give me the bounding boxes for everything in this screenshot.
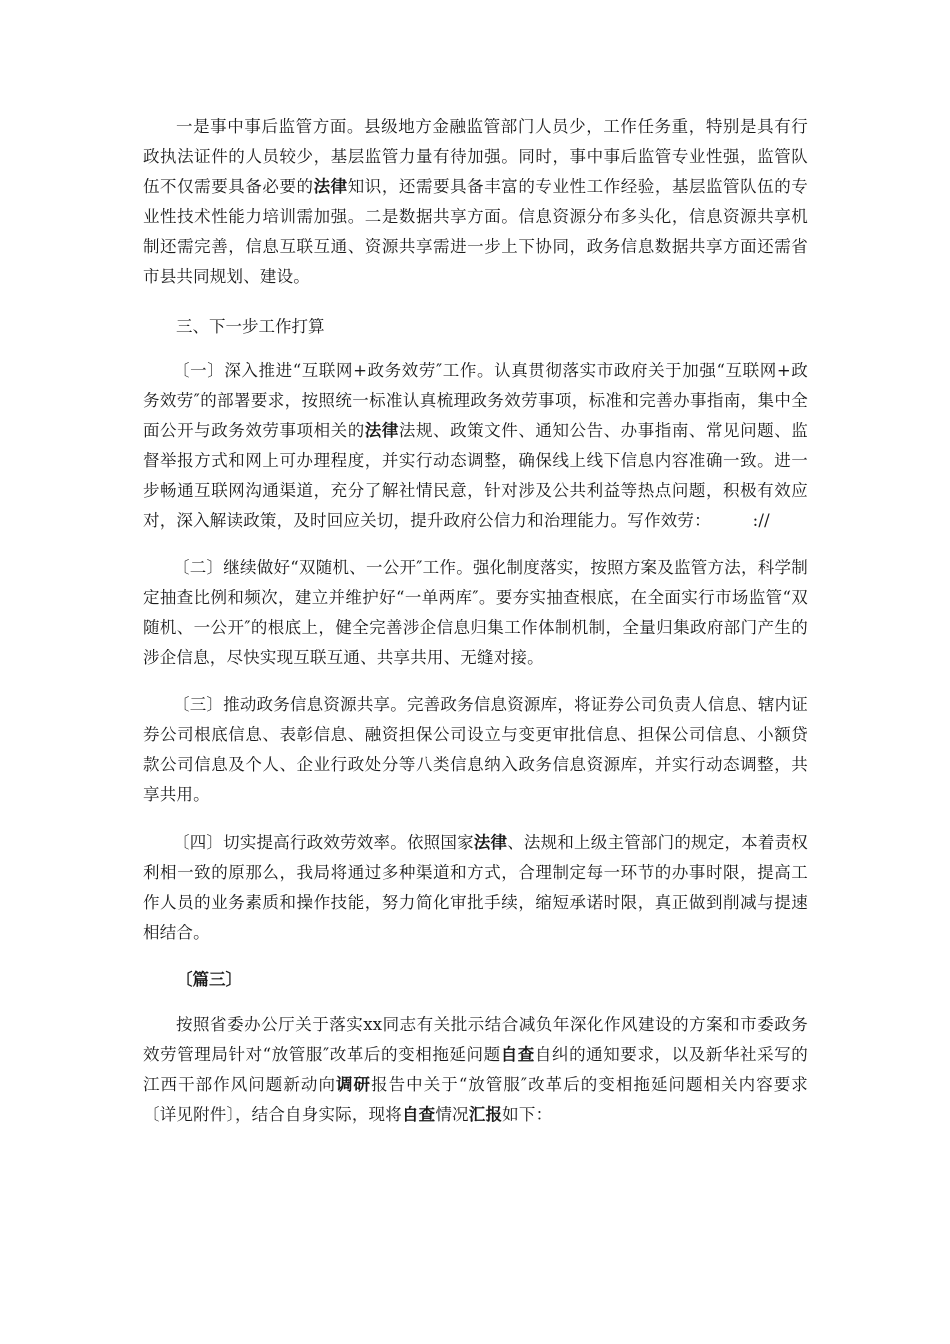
text-run: 〔四〕切实提高行政效劳效率。依照国家	[173, 833, 474, 852]
text-run: 按照省委办公厅关于落实xx同志有关批示结合减负年深化作风建设的方案和市委政务效劳管理局针对“放管服″改革后的变相拖延问题	[143, 1015, 808, 1064]
keyword-bold: 调研	[336, 1075, 372, 1094]
keyword-bold: 汇报	[468, 1105, 503, 1124]
chapter-heading-part-three: 〔篇三〕	[176, 970, 242, 989]
paragraph-part-three-intro	[143, 1010, 808, 1130]
keyword-bold: 法律	[364, 421, 399, 440]
keyword-bold: 法律	[313, 177, 348, 196]
text-run: 〔一〕深入推进“互联网+政务效劳″工作。认真贯彻落实市政府关于加强“互联网+政务效劳″的部署要求，按照统一标准认真梳理政务效劳事项，标准和完善办事指南，集中全面公开与政务效劳事项相关的	[143, 361, 808, 440]
paragraph-item-one	[143, 356, 808, 536]
text-run: 知识，还需要具备丰富的专业性工作经验，基层监管队伍的专业性技术性能力培训需加强。二是数据共享方面。信息资源分布多头化，信息资源共享机制还需完善，信息互联互通、资源共享需进一步上下协同，政务信息数据共享方面还需省市县共同规划、建设。	[143, 177, 808, 286]
keyword-bold: 自查	[401, 1105, 436, 1124]
text-run: 情况	[435, 1105, 469, 1124]
paragraph-supervision-issues	[143, 112, 808, 292]
text-run: 法规、政策文件、通知公告、办事指南、常见问题、监督举报方式和网上可办理程度，并实行动态调整，确保线上线下信息内容准确一致。进一步畅通互联网沟通渠道，充分了解社情民意，针对涉及公共利益等热点问题，积极有效应对，深入解读政策，及时回应关切，提升政府公信力和治理能力。写作效劳： ://	[143, 421, 808, 530]
text-run: 、法规和上级主管部门的规定，本着责权利相一致的原那么，我局将通过多种渠道和方式，合理制定每一环节的办事时限，提高工作人员的业务素质和操作技能，努力简化审批手续，缩短承诺时限，真正做到削减与提速相结合。	[143, 833, 808, 942]
section-heading-next-steps: 三、下一步工作打算	[176, 317, 325, 336]
text-run: 自纠的通知要求，以及新华社采写的江西干部作风问题新动向	[143, 1045, 809, 1094]
keyword-bold: 自查	[500, 1045, 535, 1064]
keyword-bold: 法律	[473, 833, 508, 852]
paragraph-item-four	[143, 828, 808, 948]
text-run: 如下：	[502, 1105, 553, 1124]
text-run: 一是事中事后监管方面。县级地方金融监管部门人员少，工作任务重，特别是具有行政执法证件的人员较少，基层监管力量有待加强。同时，事中事后监管专业性强，监管队伍不仅需要具备必要的	[143, 117, 808, 196]
text-run: 报告中关于“放管服″改革后的变相拖延问题相关内容要求〔详见附件〕，结合自身实际，现将	[143, 1075, 808, 1124]
paragraph-item-two: 〔二〕继续做好“双随机、一公开″工作。强化制度落实，按照方案及监管方法，科学制定抽查比例和频次，建立并维护好“一单两库″。要夯实抽查根底，在全面实行市场监管“双随机、一公开″的根底上，健全完善涉企信息归集工作体制机制，全量归集政府部门产生的涉企信息，尽快实现互联互通、共享共用、无缝对接。	[143, 558, 808, 667]
paragraph-item-three: 〔三〕推动政务信息资源共享。完善政务信息资源库，将证券公司负责人信息、辖内证券公司根底信息、表彰信息、融资担保公司设立与变更审批信息、担保公司信息、小额贷款公司信息及个人、企业行政处分等八类信息纳入政务信息资源库，并实行动态调整，共享共用。	[143, 695, 808, 804]
